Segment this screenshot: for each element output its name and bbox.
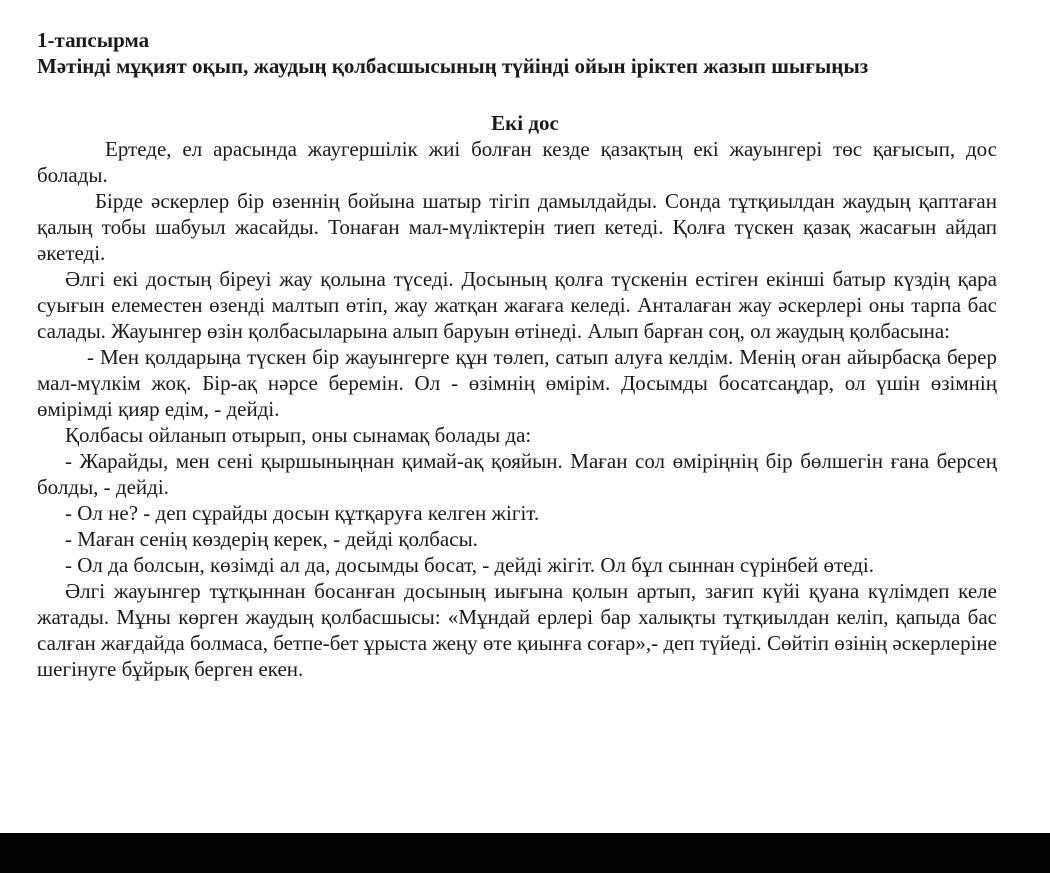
story-paragraph: Қолбасы ойланып отырып, оны сынамақ болады да: <box>65 423 532 447</box>
story-paragraph: Әлгі екі достың біреуі жау қолына түседі. Досының қолға түскенін естіген екінші батыр күздің қара суығын елеместен өзенді малтып өтіп, жау жатқан жағаға келеді. Анталаған жау әскерлері оны тарпа бас салады. Жауынгер өзін қолбасыларына алып баруын өтінеді. Алып барған соң, ол жаудың қолбасына: <box>37 267 997 343</box>
story-paragraph: Бірде әскерлер бір өзеннің бойына шатыр тігіп дамылдайды. Сонда тұтқиылдан жаудың қаптаған қалың тобы шабуыл жасайды. Тонаған мал-мүліктерін тиеп кетеді. Қолға түскен қазақ жасағын айдап әкетеді. <box>37 189 997 265</box>
task-label: 1-тапсырма <box>37 28 150 52</box>
story-paragraph: Ертеде, ел арасында жаугершілік жиі болған кезде қазақтың екі жауынгері төс қағысып, дос болады. <box>37 137 997 187</box>
story-paragraph: - Мен қолдарыңа түскен бір жауынгерге құн төлеп, сатып алуға келдім. Менің оған айырбасқа берер мал-мүлкім жоқ. Бір-ақ нәрсе беремін. Ол - өзімнің өмірім. Досымды босатсаңдар, ол үшін өзімнің өмірімді қияр едім, - дейді. <box>37 345 997 421</box>
story-paragraph: - Ол не? - деп сұрайды досын құтқаруға келген жігіт. <box>65 501 540 525</box>
bottom-black-bar <box>0 833 1050 873</box>
story-paragraph: Әлгі жауынгер тұтқыннан босанған досының иығына қолын артып, зағип күйі қуана күлімдеп келе жатады. Мұны көрген жаудың қолбасшысы: «Мұндай ерлері бар халықты тұтқиылдан келіп, қапыда бас салған жағдайда болмаса, бетпе-бет ұрыста жеңу өте қиынға соғар»,- деп түйеді. Сөйтіп өзінің әскерлеріне шегінуге бұйрық берген екен. <box>37 579 997 681</box>
story-paragraph: - Маған сенің көздерің керек, - дейді қолбасы. <box>65 527 478 551</box>
task-instruction: Мәтінді мұқият оқып, жаудың қолбасшысының түйінді ойын іріктеп жазып шығыңыз <box>37 54 869 78</box>
story-paragraph: - Жарайды, мен сені қыршыныңнан қимай-ақ қояйын. Маған сол өміріңнің бір бөлшегін ғана берсең болды, - дейді. <box>37 449 997 499</box>
story-paragraph: - Ол да болсын, көзімді ал да, досымды босат, - дейді жігіт. Ол бұл сыннан сүрінбей өтеді. <box>65 553 874 577</box>
story-text <box>37 136 997 682</box>
story-title: Екі дос <box>491 111 559 135</box>
